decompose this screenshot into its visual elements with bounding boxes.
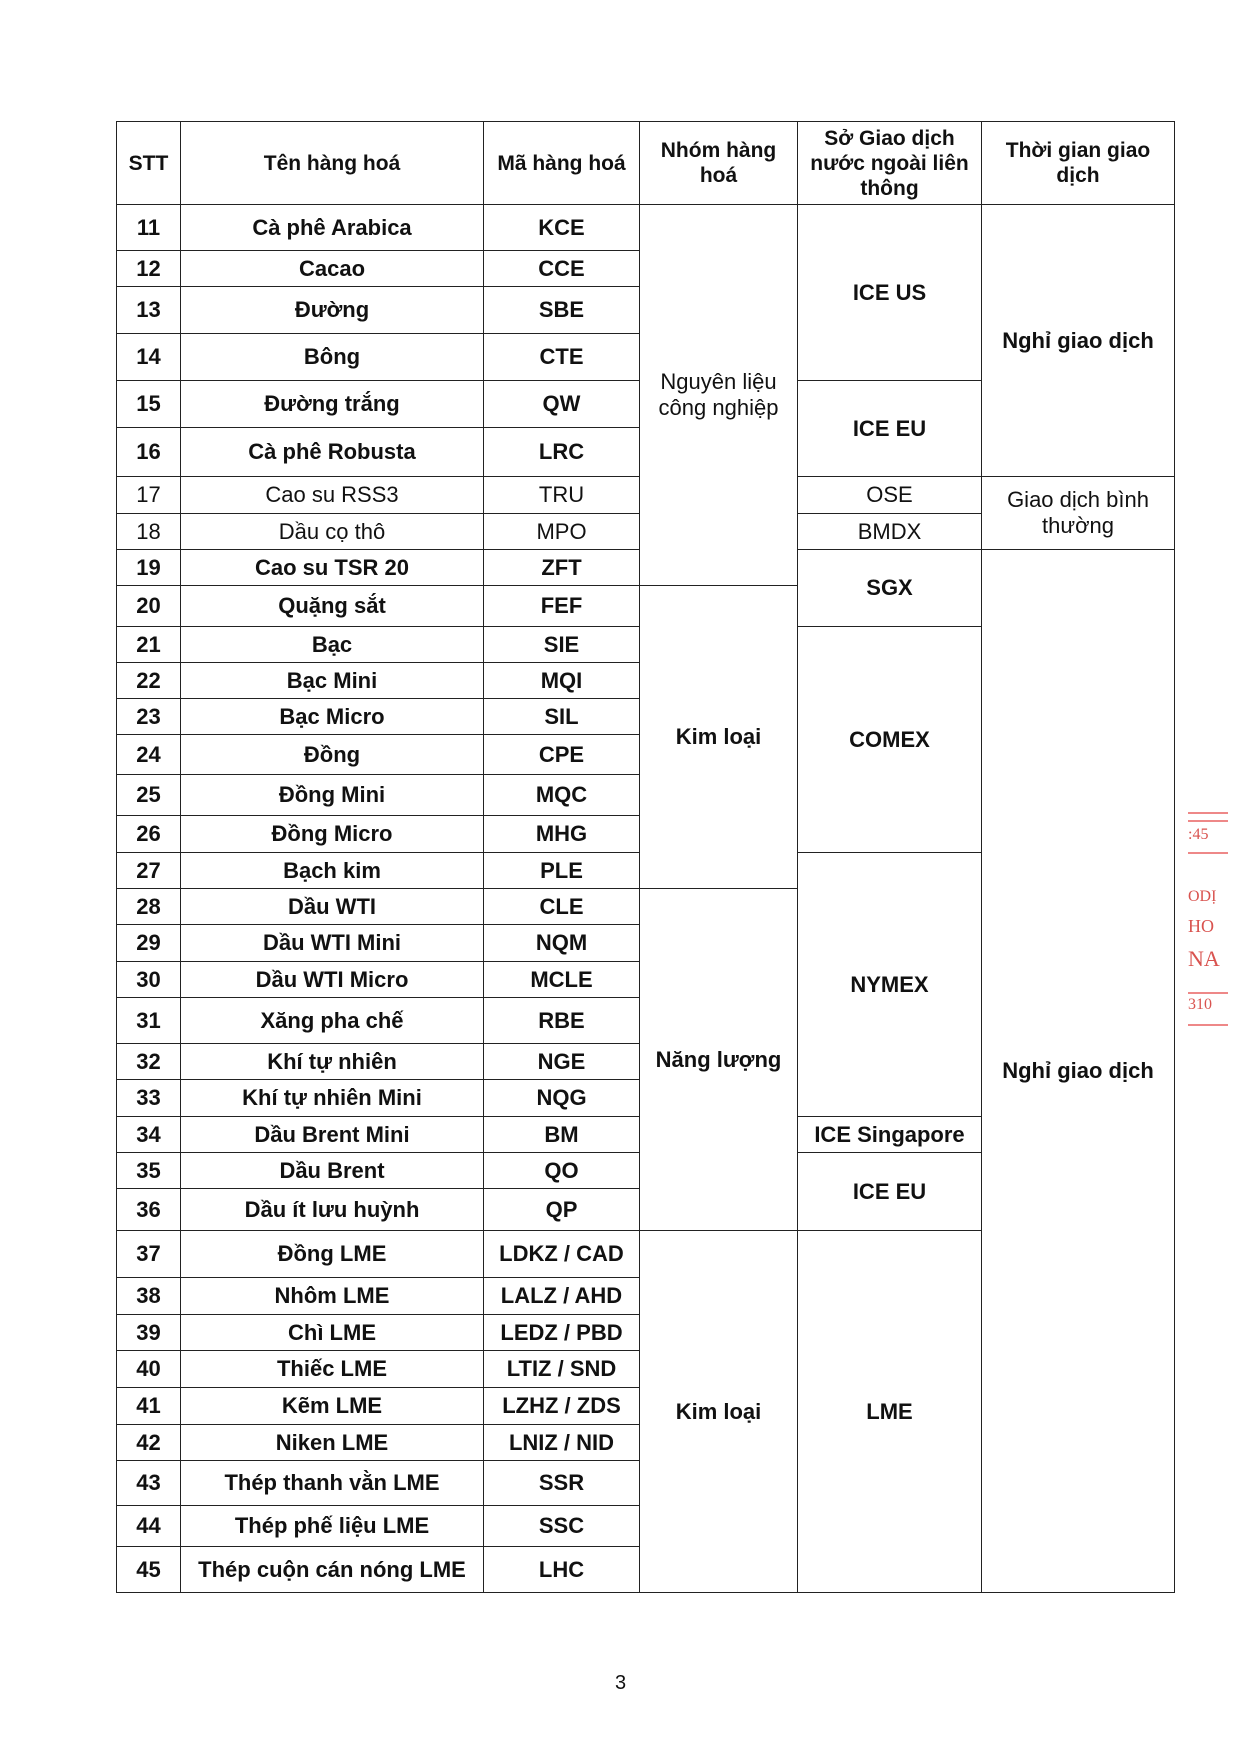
status-cell: Nghỉ giao dịch [982, 205, 1175, 477]
row-name: Đồng Micro [181, 816, 484, 853]
header-name: Tên hàng hoá [181, 122, 484, 205]
row-name: Dầu WTI [181, 889, 484, 925]
red-stamp-fragment [1186, 812, 1226, 1042]
row-stt: 36 [117, 1189, 181, 1231]
row-stt: 13 [117, 287, 181, 334]
row-code: LHC [484, 1547, 640, 1593]
row-stt: 43 [117, 1461, 181, 1506]
row-name: Khí tự nhiên [181, 1044, 484, 1080]
row-stt: 32 [117, 1044, 181, 1080]
row-code: QO [484, 1153, 640, 1189]
header-trading-time: Thời gian giao dịch [982, 122, 1175, 205]
row-code: LEDZ / PBD [484, 1315, 640, 1351]
row-stt: 41 [117, 1388, 181, 1425]
table-row [117, 205, 1175, 251]
row-stt: 44 [117, 1506, 181, 1547]
row-name: Dầu WTI Mini [181, 925, 484, 962]
row-code: TRU [484, 477, 640, 514]
row-name: Xăng pha chế [181, 998, 484, 1044]
row-name: Thiếc LME [181, 1351, 484, 1388]
group-cell: Kim loại [640, 586, 798, 889]
commodity-table-container [116, 121, 1174, 1593]
status-cell: Giao dịch bình thường [982, 477, 1175, 550]
row-stt: 42 [117, 1425, 181, 1461]
header-group: Nhóm hàng hoá [640, 122, 798, 205]
row-name: Cao su RSS3 [181, 477, 484, 514]
exchange-cell: BMDX [798, 514, 982, 550]
row-name: Chì LME [181, 1315, 484, 1351]
exchange-cell: ICE EU [798, 381, 982, 477]
row-name: Đường trắng [181, 381, 484, 428]
row-stt: 38 [117, 1278, 181, 1315]
row-code: ZFT [484, 550, 640, 586]
row-stt: 22 [117, 663, 181, 699]
row-name: Bạch kim [181, 853, 484, 889]
row-name: Thép cuộn cán nóng LME [181, 1547, 484, 1593]
exchange-cell: SGX [798, 550, 982, 627]
row-code: MHG [484, 816, 640, 853]
row-name: Bạc [181, 627, 484, 663]
row-name: Dầu Brent [181, 1153, 484, 1189]
row-code: NQM [484, 925, 640, 962]
commodity-table [116, 121, 1175, 1593]
row-code: SIE [484, 627, 640, 663]
exchange-cell: NYMEX [798, 853, 982, 1117]
row-stt: 26 [117, 816, 181, 853]
row-code: NQG [484, 1080, 640, 1117]
row-code: SBE [484, 287, 640, 334]
row-stt: 40 [117, 1351, 181, 1388]
row-name: Thép thanh vằn LME [181, 1461, 484, 1506]
exchange-cell: ICE EU [798, 1153, 982, 1231]
row-code: SSC [484, 1506, 640, 1547]
row-stt: 39 [117, 1315, 181, 1351]
row-stt: 33 [117, 1080, 181, 1117]
stamp-text: 310 [1188, 996, 1212, 1013]
row-code: LNIZ / NID [484, 1425, 640, 1461]
page-number: 3 [614, 1672, 627, 1694]
row-stt: 12 [117, 251, 181, 287]
row-name: Nhôm LME [181, 1278, 484, 1315]
group-cell: Năng lượng [640, 889, 798, 1231]
row-name: Quặng sắt [181, 586, 484, 627]
row-code: CTE [484, 334, 640, 381]
row-name: Cacao [181, 251, 484, 287]
row-stt: 30 [117, 962, 181, 998]
row-stt: 27 [117, 853, 181, 889]
row-name: Thép phế liệu LME [181, 1506, 484, 1547]
row-stt: 16 [117, 428, 181, 477]
header-code: Mã hàng hoá [484, 122, 640, 205]
row-code: LDKZ / CAD [484, 1231, 640, 1278]
row-stt: 45 [117, 1547, 181, 1593]
row-stt: 23 [117, 699, 181, 735]
row-name: Đồng [181, 735, 484, 775]
exchange-cell: COMEX [798, 627, 982, 853]
row-stt: 19 [117, 550, 181, 586]
exchange-cell: OSE [798, 477, 982, 514]
row-code: MQI [484, 663, 640, 699]
row-name: Bạc Micro [181, 699, 484, 735]
row-code: MPO [484, 514, 640, 550]
row-stt: 37 [117, 1231, 181, 1278]
header-stt: STT [117, 122, 181, 205]
row-name: Bạc Mini [181, 663, 484, 699]
row-code: CCE [484, 251, 640, 287]
row-code: FEF [484, 586, 640, 627]
row-stt: 20 [117, 586, 181, 627]
group-cell: Nguyên liệu công nghiệp [640, 205, 798, 586]
row-name: Bông [181, 334, 484, 381]
row-stt: 18 [117, 514, 181, 550]
status-cell: Nghỉ giao dịch [982, 550, 1175, 1593]
row-code: MQC [484, 775, 640, 816]
row-name: Khí tự nhiên Mini [181, 1080, 484, 1117]
stamp-text: HO [1188, 916, 1214, 936]
row-name: Kẽm LME [181, 1388, 484, 1425]
row-name: Dầu cọ thô [181, 514, 484, 550]
row-stt: 14 [117, 334, 181, 381]
row-code: BM [484, 1117, 640, 1153]
row-stt: 34 [117, 1117, 181, 1153]
row-name: Dầu Brent Mini [181, 1117, 484, 1153]
row-code: LALZ / AHD [484, 1278, 640, 1315]
row-code: LRC [484, 428, 640, 477]
row-name: Cao su TSR 20 [181, 550, 484, 586]
row-stt: 35 [117, 1153, 181, 1189]
row-stt: 11 [117, 205, 181, 251]
row-code: QW [484, 381, 640, 428]
row-name: Đồng Mini [181, 775, 484, 816]
stamp-text: :45 [1188, 826, 1209, 843]
row-code: CLE [484, 889, 640, 925]
row-name: Niken LME [181, 1425, 484, 1461]
row-name: Cà phê Robusta [181, 428, 484, 477]
exchange-cell: ICE US [798, 205, 982, 381]
row-name: Dầu WTI Micro [181, 962, 484, 998]
row-code: CPE [484, 735, 640, 775]
row-code: KCE [484, 205, 640, 251]
row-name: Dầu ít lưu huỳnh [181, 1189, 484, 1231]
row-code: QP [484, 1189, 640, 1231]
row-code: LZHZ / ZDS [484, 1388, 640, 1425]
row-stt: 29 [117, 925, 181, 962]
row-stt: 24 [117, 735, 181, 775]
row-name: Cà phê Arabica [181, 205, 484, 251]
header-exchange: Sở Giao dịch nước ngoài liên thông [798, 122, 982, 205]
row-code: MCLE [484, 962, 640, 998]
exchange-cell: LME [798, 1231, 982, 1593]
stamp-text: ODỊ [1188, 888, 1217, 905]
row-stt: 21 [117, 627, 181, 663]
group-cell: Kim loại [640, 1231, 798, 1593]
row-name: Đồng LME [181, 1231, 484, 1278]
exchange-cell: ICE Singapore [798, 1117, 982, 1153]
row-stt: 25 [117, 775, 181, 816]
row-code: NGE [484, 1044, 640, 1080]
row-code: RBE [484, 998, 640, 1044]
row-code: PLE [484, 853, 640, 889]
row-code: SIL [484, 699, 640, 735]
row-stt: 31 [117, 998, 181, 1044]
stamp-text: NA [1188, 946, 1220, 971]
row-stt: 28 [117, 889, 181, 925]
row-name: Đường [181, 287, 484, 334]
row-code: SSR [484, 1461, 640, 1506]
row-stt: 17 [117, 477, 181, 514]
table-header-row [117, 122, 1175, 205]
row-code: LTIZ / SND [484, 1351, 640, 1388]
row-stt: 15 [117, 381, 181, 428]
